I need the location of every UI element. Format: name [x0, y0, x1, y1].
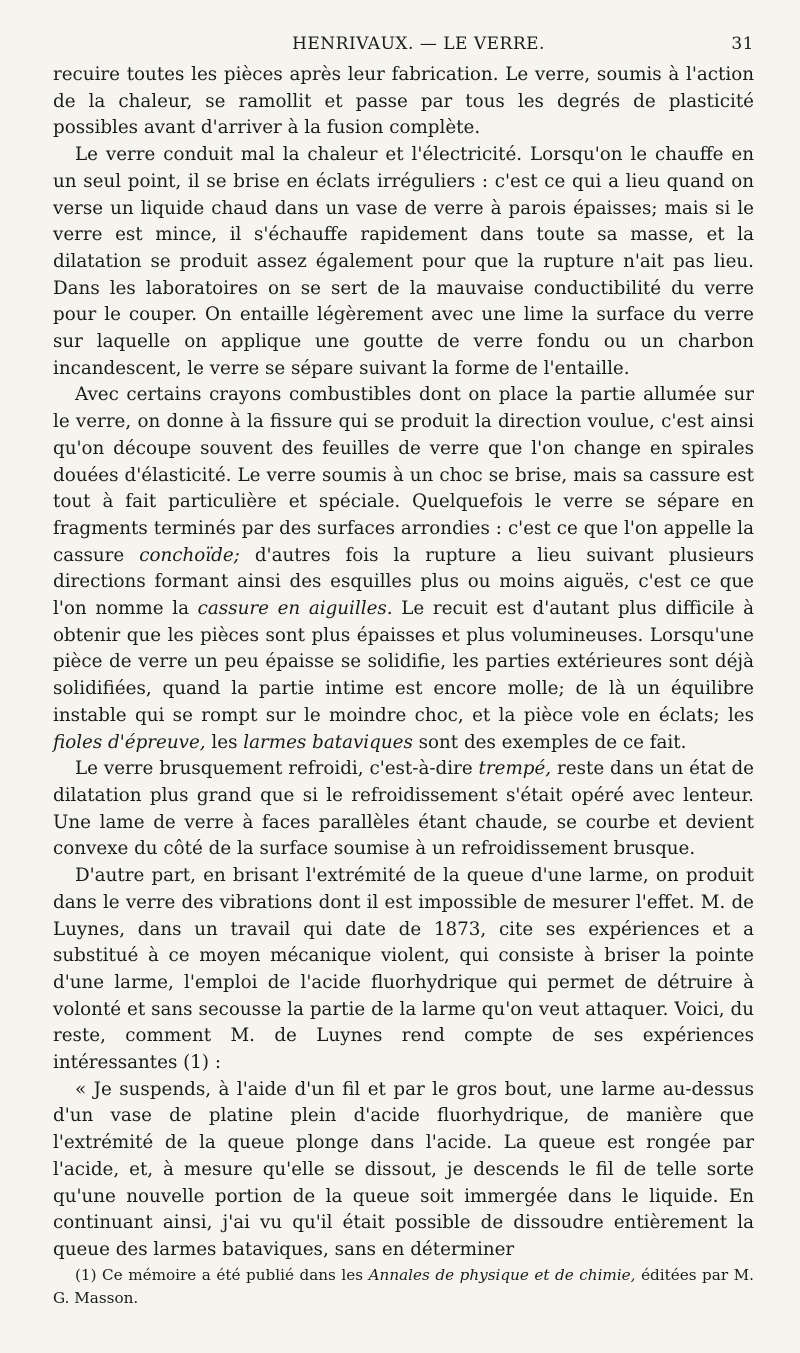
italic-term-trempe: trempé,	[478, 758, 552, 780]
paragraph-conductivity: Le verre conduit mal la chaleur et l'électricité. Lorsqu'on le chauffe en un seul point, il se brise en éclats irréguliers : c'est ce qui a lieu quand on verse un liquide chaud dans un vase de verre à parois épaisses; mais si le verre est mince, il s'échauffe rapidement dans toute sa masse, et la dilatation se produit assez également pour que la rupture n'ait pas lieu. Dans les laboratoires on se sert de la mauvaise conductibilité du verre pour le couper. On entaille légèrement avec une lime la surface du verre sur laquelle on applique une goutte de verre fondu ou un charbon incandescent, le verre se sépare suivant la forme de l'entaille.	[53, 144, 754, 379]
text-run: reste dans un état de dilatation plus grand que si le refroidissement s'était opéré avec lenteur. Une lame de verre à faces parallèles étant chaude, se courbe et devient convexe du côté de la surface soumise à un refroidissement brusque.	[53, 758, 754, 860]
italic-term-larmes: larmes bataviques	[243, 731, 413, 753]
footnote-journal-title: Annales de physique et de chimie,	[368, 1266, 636, 1284]
paragraph-tempering	[53, 756, 754, 863]
text-run: les	[211, 731, 238, 753]
main-text	[53, 62, 754, 1264]
page-number: 31	[731, 34, 754, 54]
text-run: d'autres fois la rupture a lieu suivant plusieurs directions formant ainsi des esquilles plus ou moins aiguës, c'est ce que l'on nomme la	[53, 544, 755, 620]
paragraph-continued: recuire toutes les pièces après leur fabrication. Le verre, soumis à l'action de la chaleur, se ramollit et passe par tous les degrés de plasticité possibles avant d'arriver à la fusion complète.	[53, 64, 754, 139]
paragraph-fracture	[53, 382, 754, 756]
running-head	[53, 30, 754, 58]
footnote-text: (1) Ce mémoire a été publié dans les	[75, 1266, 364, 1284]
italic-term-fioles: fioles d'épreuve,	[53, 731, 206, 753]
footnote-text: éditées par M. G. Masson.	[53, 1266, 755, 1307]
paragraph-luynes: D'autre part, en brisant l'extrémité de la queue d'une larme, on produit dans le verre des vibrations dont il est impossible de mesurer l'effet. M. de Luynes, dans un travail qui date de 1873, cite ses expériences et a substitué à ce moyen mécanique violent, qui consiste à briser la pointe d'une larme, l'emploi de l'acide fluorhydrique qui permet de détruire à volonté et sans secousse la partie de la larme qu'on veut attaquer. Voici, du reste, comment M. de Luynes rend compte de ses expériences intéressantes (1) :	[53, 865, 754, 1074]
text-run: Avec certains crayons combustibles dont on place la partie allumée sur le verre, on donne à la fissure qui se produit la direction voulue, c'est ainsi qu'on découpe souvent des feuilles de verre que l'on change en spirales douées d'élasticité. Le verre soumis à un choc se brise, mais sa cassure est tout à fait particulière et spéciale. Quelquefois le verre se sépare en fragments terminés par des surfaces arrondies : c'est ce que l'on appelle la cassure	[53, 384, 754, 566]
italic-term-conchoide: conchoïde;	[139, 544, 240, 566]
footnote	[53, 1264, 754, 1310]
paragraph-quotation: « Je suspends, à l'aide d'un fil et par le gros bout, une larme au-dessus d'un vase de platine plein d'acide fluorhydrique, de manière que l'extrémité de la queue plonge dans l'acide. La queue est rongée par l'acide, et, à mesure qu'elle se dissout, je descends le fil de telle sorte qu'une nouvelle portion de la queue soit immergée dans le liquide. En continuant ainsi, j'ai vu qu'il était possible de dissoudre entièrement la queue des larmes bataviques, sans en déterminer	[53, 1078, 754, 1260]
text-run: Le verre brusquement refroidi, c'est-à-dire	[75, 758, 473, 780]
text-run: Le recuit est d'autant plus difficile à obtenir que les pièces sont plus épaisses et plus volumineuses. Lorsqu'une pièce de verre un peu épaisse se solidifie, les parties extérieures sont déjà solidifiées, quand la partie intime est encore molle; de là un équilibre instable qui se rompt sur le moindre choc, et la pièce vole en éclats; les	[53, 598, 755, 726]
italic-term-cassure-aiguilles: cassure en aiguilles.	[197, 598, 393, 620]
running-title: HENRIVAUX. — LE VERRE.	[292, 34, 545, 54]
text-run: sont des exemples de ce fait.	[418, 731, 687, 753]
